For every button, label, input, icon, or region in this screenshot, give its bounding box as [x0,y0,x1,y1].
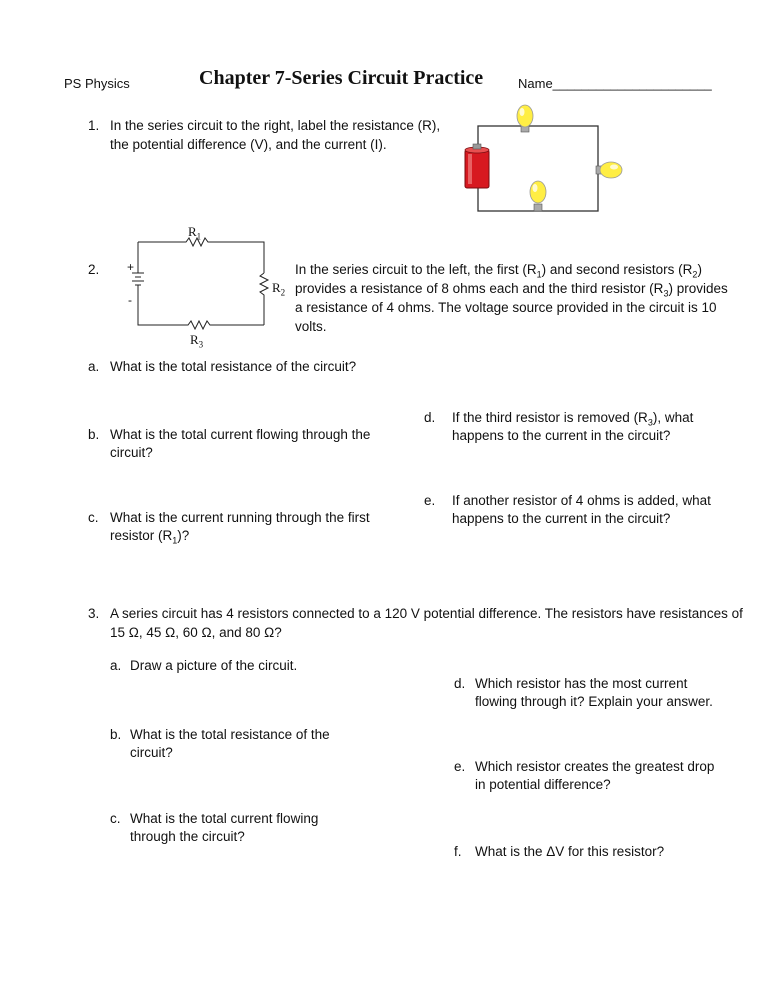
battery-icon [465,144,489,188]
q3-a-letter: a. [110,658,122,673]
lightbulb-icon [517,105,533,132]
r1-label: $R_1$ [188,224,202,242]
question-1-number: 1. [88,118,100,133]
question-3-number: 3. [88,606,100,621]
q3-e-line2: in potential difference? [475,777,611,792]
q1-circuit-illustration [455,98,635,228]
q3-e-letter: e. [454,759,466,774]
q3-f-letter: f. [454,844,462,859]
q2-circuit-schematic [124,225,284,345]
q2-b-letter: b. [88,427,100,442]
q2-c-letter: c. [88,510,99,525]
question-2-number: 2. [88,262,100,277]
battery-plus-label: + [127,260,135,274]
q3-e-line1: Which resistor creates the greatest drop [475,759,715,774]
q2-d-line1: If the third resistor is removed $(R_3)$, what [452,410,694,428]
course-label: PS Physics [64,76,130,91]
q3-d-letter: d. [454,676,466,691]
q2-b-line2: circuit? [110,445,153,460]
q2-a-text: What is the total resistance of the circuit? [110,359,357,374]
lightbulb-icon [530,181,546,211]
q2-e-letter: e. [424,493,436,508]
r3-label: $R_3$ [190,332,204,350]
q3-b-letter: b. [110,727,122,742]
lightbulb-icon [596,162,622,178]
q3-c-letter: c. [110,811,121,826]
q2-c-line2: resistor $(R_1)$? [110,528,190,546]
battery-minus-label: - [128,293,132,307]
worksheet-title: Chapter 7-Series Circuit Practice [199,67,484,89]
q3-d-line2: flowing through it? Explain your answer. [475,694,713,709]
question-3-line1: A series circuit has 4 resistors connected to a 120 V potential difference. The resistors have resistances of [110,606,743,621]
q3-b-line2: circuit? [130,745,173,760]
q3-f-text: What is the ΔV for this resistor? [475,844,665,859]
question-3-line2: 15 Ω, 45 Ω, 60 Ω, and 80 Ω? [110,625,282,640]
q3-c-line2: through the circuit? [130,829,245,844]
q2-d-letter: d. [424,410,436,425]
q3-d-line1: Which resistor has the most current [475,676,688,691]
q2-a-letter: a. [88,359,100,374]
q2-d-line2: happens to the current in the circuit? [452,428,671,443]
question-1-line2: the potential difference (V), and the current (I). [110,137,387,152]
question-2-text-line1: In the series circuit to the left, the first $(R_1)$ and second resistors $(R_2)$ [295,262,702,280]
question-2-text-line3: a resistance of 4 ohms. The voltage source provided in the circuit is 10 [295,300,717,315]
name-field[interactable]: Name______________________ [518,76,712,91]
question-1-line1: In the series circuit to the right, label the resistance (R), [110,118,441,133]
q2-e-line1: If another resistor of 4 ohms is added, what [452,493,711,508]
question-2-text-line2: provides a resistance of 8 ohms each and the third resistor $(R_3)$ provides [295,281,728,299]
q2-e-line2: happens to the current in the circuit? [452,511,671,526]
q2-c-line1: What is the current running through the first [110,510,370,525]
question-2-text-line4: volts. [295,319,327,334]
q3-a-text: Draw a picture of the circuit. [130,658,298,673]
q2-b-line1: What is the total current flowing through the [110,427,371,442]
q3-b-line1: What is the total resistance of the [130,727,330,742]
q3-c-line1: What is the total current flowing [130,811,319,826]
r2-label: $R_2$ [272,280,286,298]
